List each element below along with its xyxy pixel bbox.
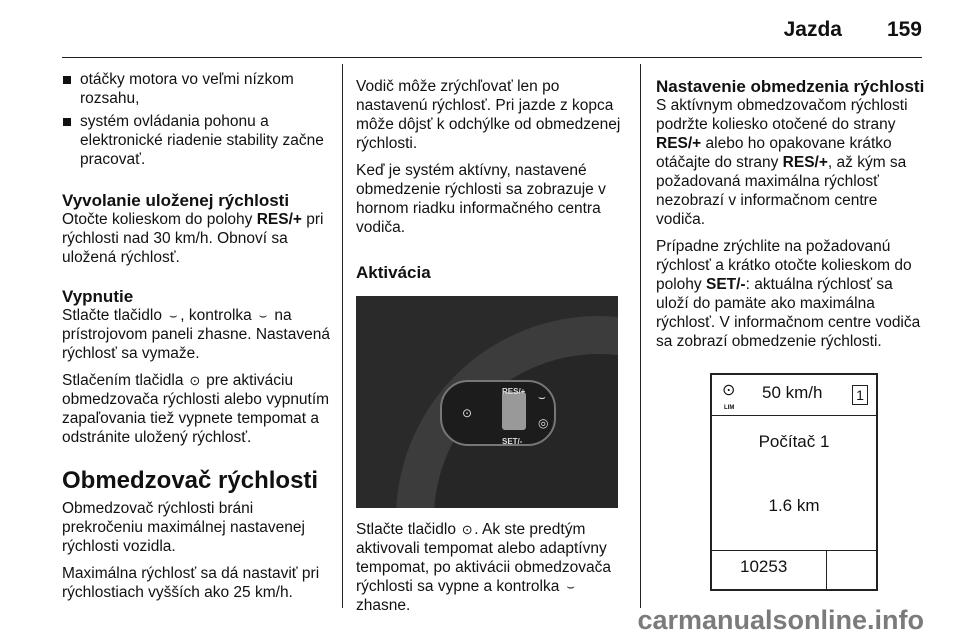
display-middle <box>712 415 876 551</box>
lim-label: LIM <box>724 405 735 411</box>
heading-recall: Vyvolanie uloženej rýchlosti <box>62 191 290 210</box>
paragraph: Maximálna rýchlosť sa dá nastaviť pri rýchlostiach vyšších ako 25 km/h. <box>62 565 320 601</box>
speed-limiter-icon: ⊙ <box>461 522 473 537</box>
list-item: systém ovládania pohonu a elektronické riadenie stability začne pracovať. <box>62 112 334 169</box>
paragraph: Stlačte tlačidlo ⊙. Ak ste predtým aktivovali tempomat alebo adaptívny tempomat, po aktivácii obmedzovača rýchlosti sa vypne a kontrolka ⌣ zhasne. <box>356 521 612 614</box>
list-item: otáčky motora vo veľmi nízkom rozsahu, <box>62 70 334 108</box>
heading-off: Vypnutie <box>62 287 134 306</box>
paragraph: Otočte kolieskom do polohy RES/+ pri rýchlosti nad 30 km/h. Obnoví sa uložená rýchlosť. <box>62 211 324 266</box>
cruise-control-icon: ⌣ <box>258 308 268 323</box>
speed-limiter-icon: ⊙ <box>189 373 201 388</box>
res-label: RES/+ <box>502 387 526 396</box>
trip-computer-name: Počítač 1 <box>758 432 830 451</box>
page-box: 1 <box>852 385 868 405</box>
paragraph: Prípadne zrýchlite na požadovanú rýchlosť a krátko otočte kolieskom do polohy SET/-: aktuálna rýchlosť sa uloží do pamäte ako maximálna rýchlosť. V informačnom centre vodiča sa zobrazí obmedzenie rýchlosti. <box>656 238 921 350</box>
driver-info-display <box>710 373 878 591</box>
speed-limiter-icon: ⊙ <box>722 382 736 399</box>
limit-speed: 50 km/h <box>762 383 823 402</box>
paragraph: Keď je systém aktívny, nastavené obmedzenie rýchlosti sa zobrazuje v hornom riadku informačného centra vodiča. <box>356 162 606 236</box>
section-title: Jazda <box>783 18 842 41</box>
cruise-control-icon: ⌣ <box>566 579 575 594</box>
column-divider-1 <box>342 64 343 608</box>
paragraph: Obmedzovač rýchlosti bráni prekročeniu maximálnej nastavenej rýchlosti vozidla. <box>62 500 305 555</box>
paragraph: Stlačením tlačidla ⊙ pre aktiváciu obmedzovača rýchlosti alebo vypnutím zapaľovania tiež vypnete tempomat a odstránite uložený rýchlosť. <box>62 372 330 446</box>
display-top-row <box>712 375 876 411</box>
set-label: SET/- <box>502 437 523 446</box>
paragraph: Stlačte tlačidlo ⌣ , kontrolka ⌣ na prístrojovom paneli zhasne. Nastavená rýchlosť sa vymaže. <box>62 307 330 362</box>
watermark: carmanualsonline.info <box>637 605 924 635</box>
column-3 <box>656 77 928 591</box>
cruise-control-icon: ⌣ <box>168 308 178 323</box>
heading-activation: Aktivácia <box>356 263 431 282</box>
odometer-divider <box>826 551 827 589</box>
steering-wheel-photo <box>356 296 618 508</box>
trip-value: 1.6 km <box>768 496 820 515</box>
heading-limiter: Obmedzovač rýchlosti <box>62 467 319 494</box>
odometer: 10253 <box>740 557 788 576</box>
column-2 <box>356 77 628 623</box>
distance-icon: ◎ <box>538 416 549 430</box>
paragraph: Vodič môže zrýchľovať len po nastavenú rýchlosť. Pri jazde z kopca môže dôjsť k odchýlke od obmedzenej rýchlosti. <box>356 78 621 152</box>
column-divider-2 <box>640 64 641 608</box>
cruise-control-icon: ⌣ <box>538 390 546 404</box>
page-header <box>0 0 960 56</box>
page-number: 159 <box>886 18 922 41</box>
paragraph: S aktívnym obmedzovačom rýchlosti podržte koliesko otočené do strany RES/+ alebo ho opakovane krátko otáčajte do strany RES/+, až kým sa požadovaná maximálna rýchlosť nezobrazí v informačnom centre vodiča. <box>656 97 908 228</box>
heading-set: Nastavenie obmedzenia rýchlosti <box>656 77 925 96</box>
header-rule <box>62 57 922 58</box>
speed-limiter-icon: ⊙ <box>462 406 473 420</box>
column-1 <box>62 70 334 610</box>
